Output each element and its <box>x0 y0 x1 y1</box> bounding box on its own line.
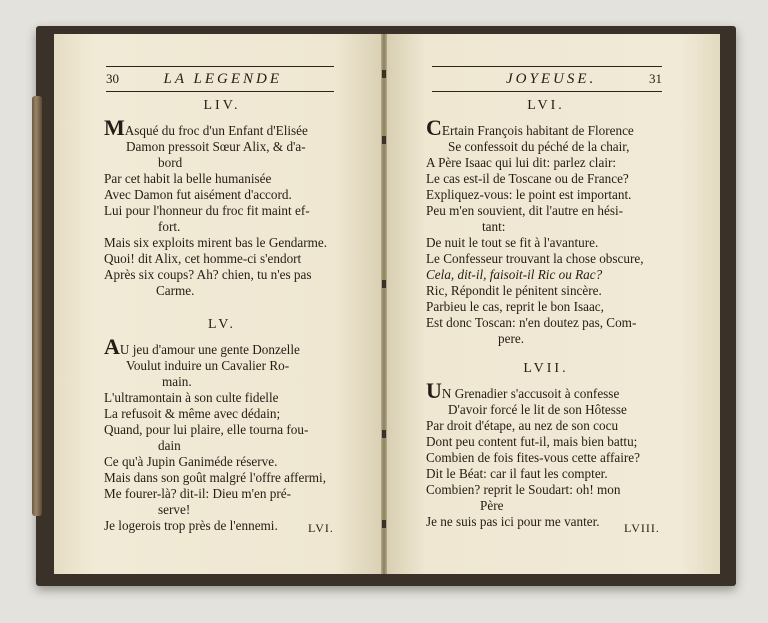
verse-line: Avec Damon fut aisément d'accord. <box>104 187 292 202</box>
verse-line: Lui pour l'honneur du froc fit maint ef- <box>104 203 310 218</box>
right-page-number: 31 <box>649 71 662 86</box>
verse-line: fort. <box>158 219 181 234</box>
verse-line: Se confessoit du péché de la chair, <box>448 139 630 154</box>
verse-line: serve! <box>158 502 191 517</box>
verse-line: Le cas est-il de Toscane ou de France? <box>426 171 629 186</box>
verse-line: Ce qu'à Jupin Ganiméde réserve. <box>104 454 278 469</box>
right-text-column <box>426 98 666 544</box>
verse-line: De nuit le tout se fit à l'avanture. <box>426 235 599 250</box>
drop-cap: M <box>104 115 125 140</box>
right-head-title: JOYEUSE. <box>506 70 597 87</box>
stitch-mark <box>382 280 386 288</box>
poem-lvi <box>426 98 666 347</box>
verse-line: bord <box>158 155 183 170</box>
poem-lvii <box>426 361 666 530</box>
verse-line: main. <box>162 374 192 389</box>
verse-line: Cela, dit-il, faisoit-il Ric ou Rac? <box>426 267 603 282</box>
verse-line: Combien? reprit le Soudart: oh! mon <box>426 482 621 497</box>
verse-line: D'avoir forcé le lit de son Hôtesse <box>448 402 627 417</box>
stitch-mark <box>382 430 386 438</box>
verse-line: U jeu d'amour une gente Donzelle <box>119 342 300 357</box>
verse-line: Mais dans son goût malgré l'offre affermi, <box>104 470 326 485</box>
poem-title: LVI. <box>527 98 565 113</box>
drop-cap: U <box>426 378 442 403</box>
book-spine-edge <box>32 96 42 516</box>
left-text-column <box>104 98 340 548</box>
verse-line: Damon pressoit Sœur Alix, & d'a- <box>126 139 306 154</box>
poem-title: LIV. <box>203 98 241 113</box>
verse-line: pere. <box>498 331 524 346</box>
verse-line: Parbieu le cas, reprit le bon Isaac, <box>426 299 604 314</box>
poem-lv <box>104 317 340 534</box>
verse-line: Peu m'en souvient, dit l'autre en hési- <box>426 203 624 218</box>
verse-line: Ertain François habitant de Florence <box>441 123 634 138</box>
verse-line: Combien de fois fites-vous cette affaire? <box>426 450 640 465</box>
verse-line: N Grenadier s'accusoit à confesse <box>441 386 620 401</box>
verse-line: Voulut induire un Cavalier Ro- <box>126 358 290 373</box>
stitch-mark <box>382 136 386 144</box>
right-running-head <box>432 66 662 92</box>
verse-line: L'ultramontain à son culte fidelle <box>104 390 279 405</box>
verse-line: Je logerois trop près de l'ennemi. <box>104 518 278 533</box>
verse-line: Ric, Répondit le pénitent sincère. <box>426 283 602 298</box>
verse-line: A Père Isaac qui lui dit: parlez clair: <box>426 155 617 170</box>
verse-line: La refusoit & même avec dédain; <box>104 406 281 421</box>
verse-line: Le Confesseur trouvant la chose obscure, <box>426 251 644 266</box>
right-catchword: LVIII. <box>624 521 660 535</box>
poem-title: LV. <box>207 317 237 332</box>
verse-line: Mais six exploits mirent bas le Gendarme. <box>104 235 328 250</box>
verse-line: Est donc Toscan: n'en doutez pas, Com- <box>426 315 637 330</box>
stitch-mark <box>382 70 386 78</box>
verse-line: Carme. <box>156 283 195 298</box>
verse-line: Par cet habit la belle humanisée <box>104 171 272 186</box>
verse-line: tant: <box>482 219 506 234</box>
poem-title: LVII. <box>523 361 569 376</box>
verse-line: Dit le Béat: car il faut les compter. <box>426 466 608 481</box>
verse-line: Expliquez-vous: le point est important. <box>426 187 632 202</box>
left-running-head <box>106 66 334 92</box>
verse-line: Quand, pour lui plaire, elle tourna fou- <box>104 422 309 437</box>
stitch-mark <box>382 520 386 528</box>
verse-line: Père <box>480 498 504 513</box>
verse-line: Dont peu content fut-il, mais bien battu; <box>426 434 638 449</box>
verse-line: Après six coups? Ah? chien, tu n'es pas <box>104 267 312 282</box>
left-head-title: LA LEGENDE <box>163 70 282 87</box>
poem-liv <box>104 98 340 299</box>
verse-line: Quoi! dit Alix, cet homme-ci s'endort <box>104 251 302 266</box>
drop-cap: A <box>104 334 120 359</box>
verse-line: Asqué du froc d'un Enfant d'Elisée <box>124 123 308 138</box>
gutter <box>381 34 387 574</box>
verse-line: dain <box>158 438 181 453</box>
left-catchword: LVI. <box>308 521 334 535</box>
left-page-number: 30 <box>106 71 119 86</box>
verse-line: Par droit d'étape, au nez de son cocu <box>426 418 619 433</box>
drop-cap: C <box>426 115 442 140</box>
verse-line: Je ne suis pas ici pour me vanter. <box>426 514 600 529</box>
verse-line: Me fourer-là? dit-il: Dieu m'en pré- <box>104 486 292 501</box>
